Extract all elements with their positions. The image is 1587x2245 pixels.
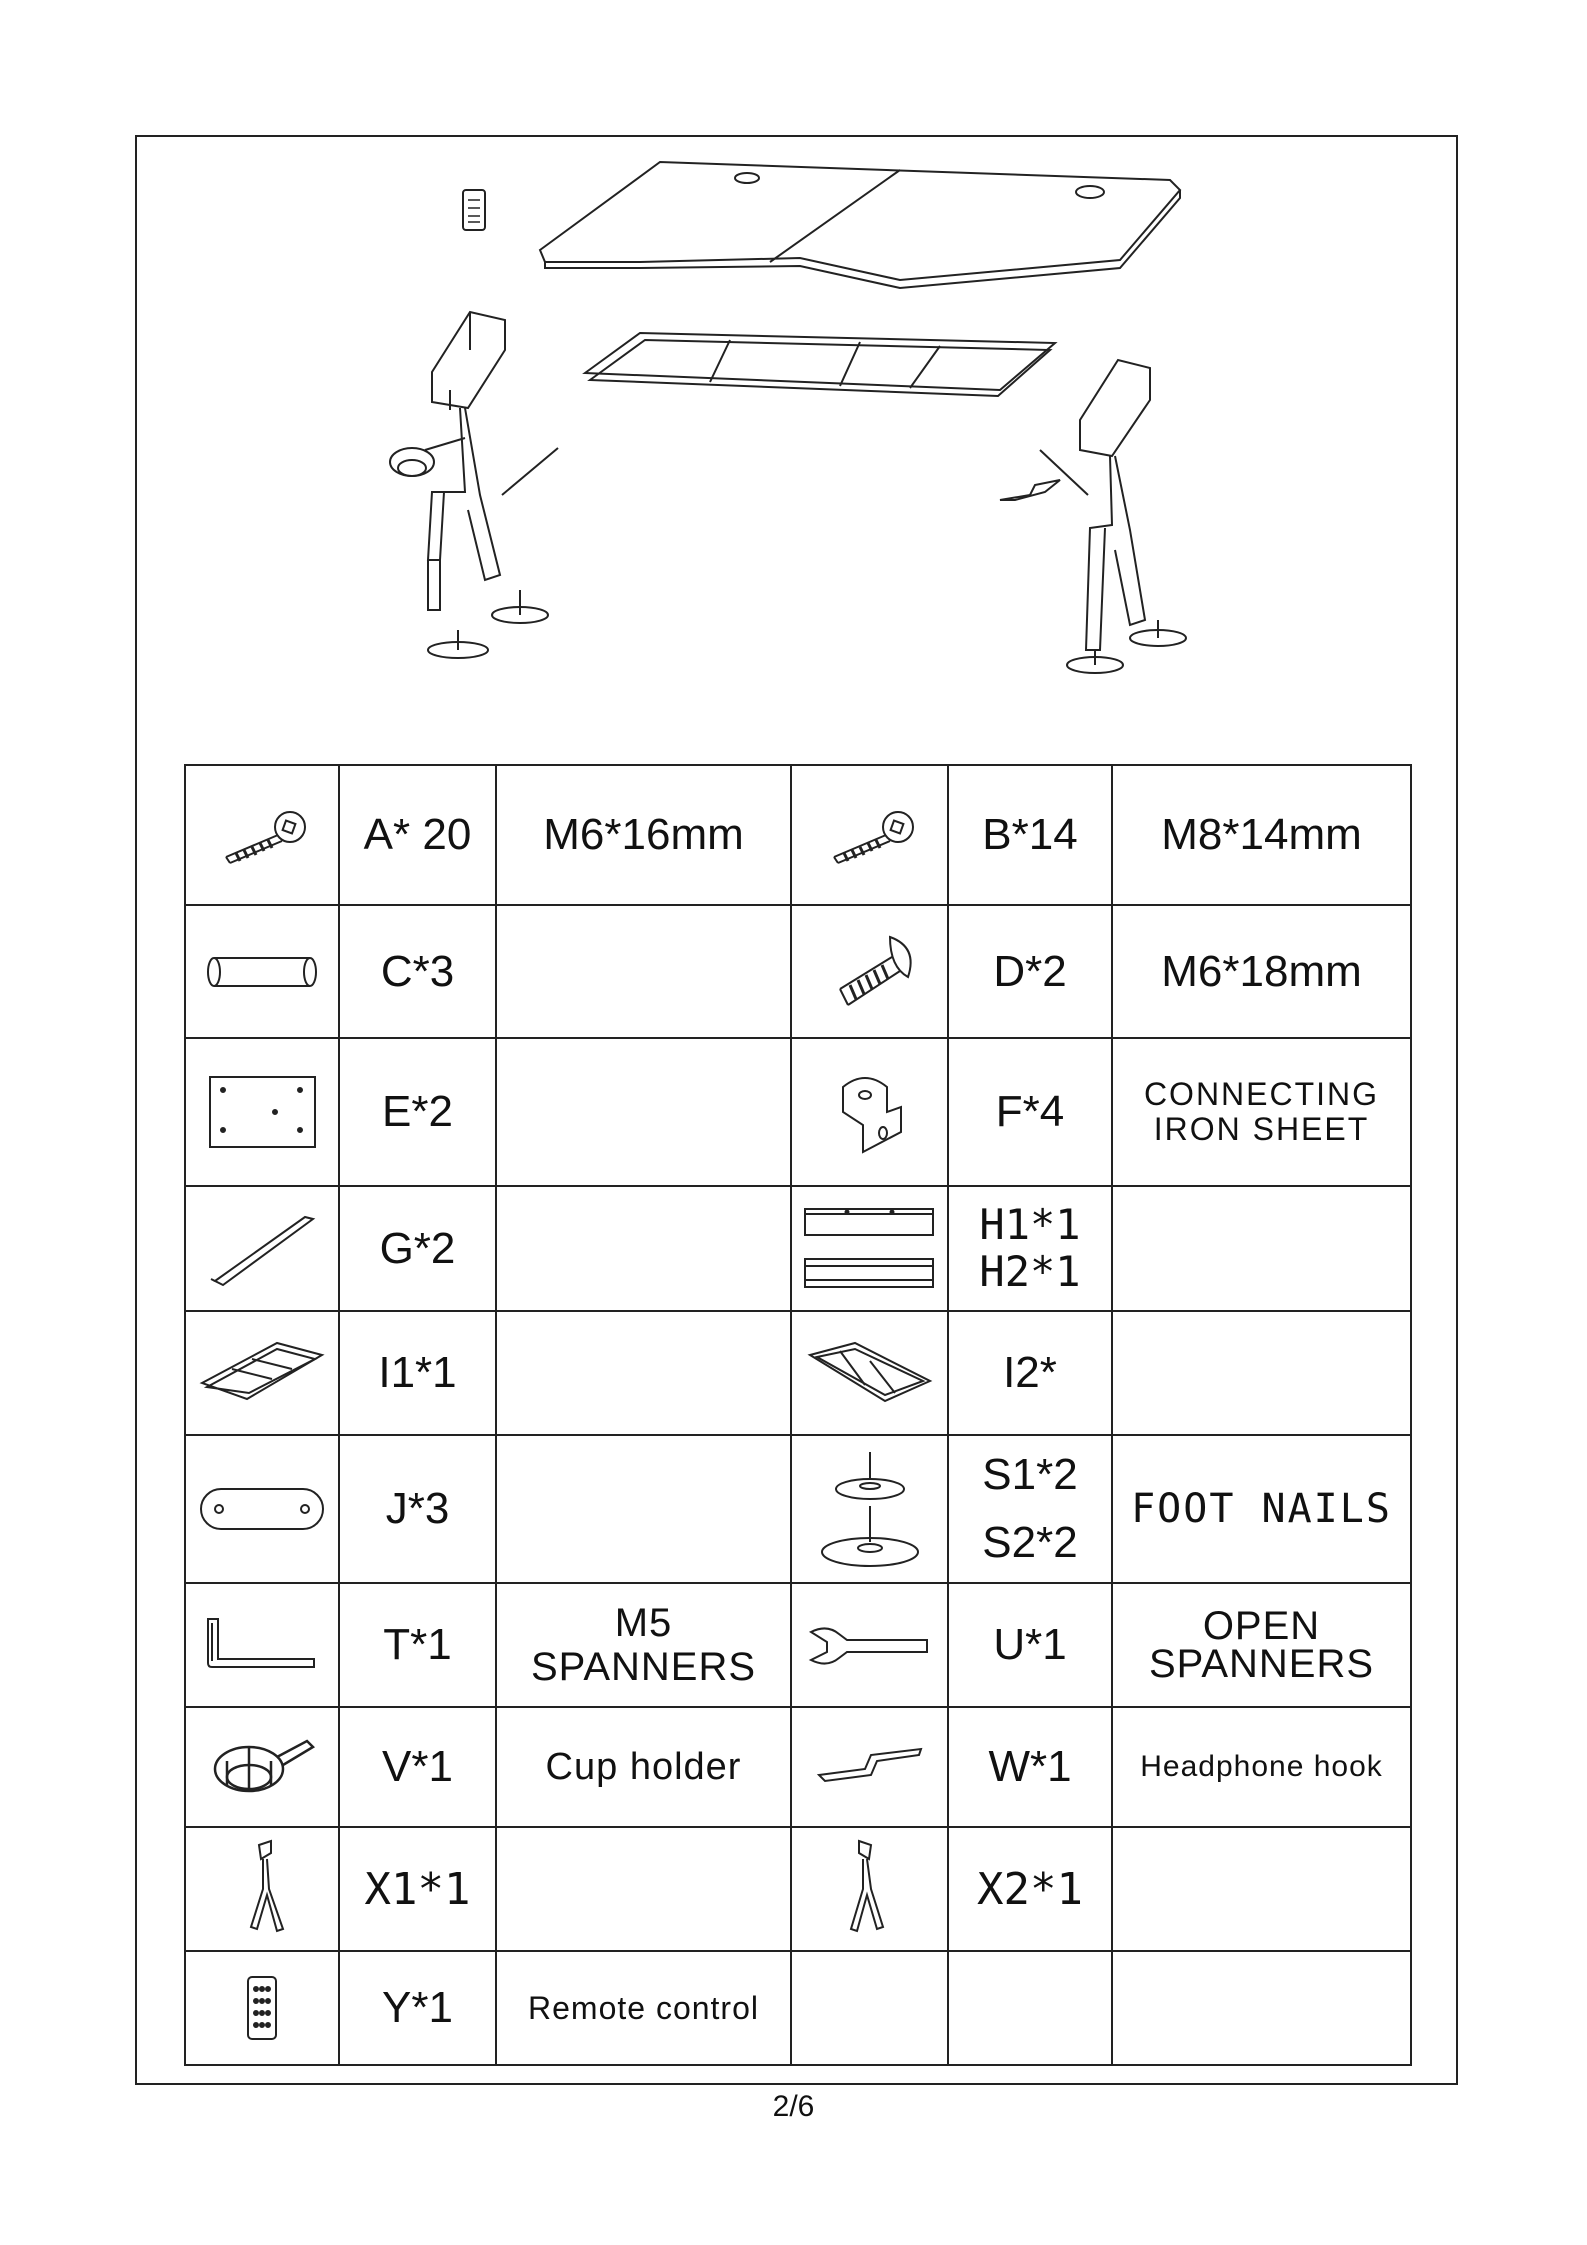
brace-rod-right	[1040, 450, 1088, 495]
part-c-code: C*3	[339, 905, 496, 1038]
part-a-spec: M6*16mm	[496, 765, 791, 905]
part-w-spec: Headphone hook	[1112, 1707, 1411, 1827]
parts-row	[185, 1707, 1411, 1827]
part-d-spec: M6*18mm	[1112, 905, 1411, 1038]
part-t-spec	[496, 1583, 791, 1707]
bolt-icon	[212, 805, 312, 865]
plate-icon	[205, 1072, 320, 1152]
parts-row	[185, 905, 1411, 1038]
parts-row	[185, 1435, 1411, 1583]
part-v-code: V*1	[339, 1707, 496, 1827]
allen-key-icon	[202, 1615, 322, 1675]
part-h-spec	[1112, 1186, 1411, 1311]
part-i2-code: I2*	[948, 1311, 1112, 1435]
part-i1-code: I1*1	[339, 1311, 496, 1435]
right-leg	[1067, 360, 1186, 673]
part-j-spec	[496, 1435, 791, 1583]
part-f-spec-line: IRON SHEET	[1153, 1111, 1370, 1147]
left-leg	[428, 312, 548, 658]
headphone-hook-icon	[815, 1747, 925, 1787]
part-t-code: T*1	[339, 1583, 496, 1707]
empty-cell	[791, 1951, 948, 2065]
part-f-spec-line: CONNECTING	[1143, 1075, 1380, 1112]
part-s-code-line: S1*2	[982, 1449, 1078, 1499]
part-s-code	[948, 1435, 1112, 1583]
parts-list-table	[184, 764, 1412, 2066]
parts-row	[185, 1186, 1411, 1311]
part-d-code: D*2	[948, 905, 1112, 1038]
parts-row	[185, 1311, 1411, 1435]
part-j-code: J*3	[339, 1435, 496, 1583]
parts-row	[185, 765, 1411, 905]
part-f-code: F*4	[948, 1038, 1112, 1186]
part-i2-spec	[1112, 1311, 1411, 1435]
part-x2-code: X2*1	[948, 1827, 1112, 1951]
part-h-code	[948, 1186, 1112, 1311]
part-w-code: W*1	[948, 1707, 1112, 1827]
part-s-image	[791, 1435, 948, 1583]
part-v-image	[185, 1707, 339, 1827]
bracket-icon	[835, 1067, 905, 1157]
part-f-image	[791, 1038, 948, 1186]
cup-holder-icon	[207, 1727, 317, 1807]
part-e-code: E*2	[339, 1038, 496, 1186]
leg-icon	[237, 1839, 287, 1939]
wrench-icon	[807, 1620, 932, 1670]
leg-icon	[845, 1839, 895, 1939]
parts-row	[185, 1038, 1411, 1186]
part-g-spec	[496, 1186, 791, 1311]
empty-cell	[1112, 1951, 1411, 2065]
part-h-code-line: H2*1	[979, 1246, 1081, 1296]
part-x2-image	[791, 1827, 948, 1951]
part-y-code: Y*1	[339, 1951, 496, 2065]
headphone-hook-icon	[1000, 480, 1060, 500]
parts-row	[185, 1583, 1411, 1707]
foot-nail-icon	[815, 1444, 925, 1574]
desktop-panel	[540, 162, 1180, 288]
part-b-code: B*14	[948, 765, 1112, 905]
part-g-code: G*2	[339, 1186, 496, 1311]
part-i1-spec	[496, 1311, 791, 1435]
part-u-spec-line: SPANNERS	[1148, 1642, 1375, 1686]
part-e-image	[185, 1038, 339, 1186]
part-g-image	[185, 1186, 339, 1311]
part-x1-image	[185, 1827, 339, 1951]
part-t-spec-line: M5	[614, 1601, 673, 1645]
part-b-image	[791, 765, 948, 905]
part-y-image	[185, 1951, 339, 2065]
empty-cell	[948, 1951, 1112, 2065]
rod-icon	[202, 952, 322, 992]
part-c-spec	[496, 905, 791, 1038]
part-j-image	[185, 1435, 339, 1583]
frame-icon	[197, 1333, 327, 1413]
page-number: 2/6	[772, 2090, 815, 2123]
part-x1-code: X1*1	[339, 1827, 496, 1951]
remote-control-icon	[242, 1973, 282, 2043]
part-a-image	[185, 765, 339, 905]
part-v-spec: Cup holder	[496, 1707, 791, 1827]
part-y-spec: Remote control	[496, 1951, 791, 2065]
beam-icon	[802, 1204, 937, 1294]
part-t-image	[185, 1583, 339, 1707]
frame-icon	[805, 1333, 935, 1413]
cup-holder-icon	[390, 438, 465, 476]
part-u-code: U*1	[948, 1583, 1112, 1707]
part-a-code: A* 20	[339, 765, 496, 905]
part-u-image	[791, 1583, 948, 1707]
part-b-spec: M8*14mm	[1112, 765, 1411, 905]
part-h-image	[791, 1186, 948, 1311]
part-f-spec	[1112, 1038, 1411, 1186]
part-s-spec: FOOT NAILS	[1112, 1435, 1411, 1583]
part-c-image	[185, 905, 339, 1038]
remote-control-icon	[463, 190, 485, 230]
part-h-code-line: H1*1	[979, 1200, 1081, 1250]
part-t-spec-line: SPANNERS	[530, 1645, 757, 1689]
part-i2-image	[791, 1311, 948, 1435]
washer-plate-icon	[197, 1484, 327, 1534]
brace-rod-icon	[207, 1209, 317, 1289]
part-i1-image	[185, 1311, 339, 1435]
part-x2-spec	[1112, 1827, 1411, 1951]
bolt-icon	[820, 805, 920, 865]
part-x1-spec	[496, 1827, 791, 1951]
part-u-spec-line: OPEN	[1202, 1604, 1321, 1648]
part-w-image	[791, 1707, 948, 1827]
part-e-spec	[496, 1038, 791, 1186]
part-d-image	[791, 905, 948, 1038]
part-u-spec	[1112, 1583, 1411, 1707]
parts-row	[185, 1951, 1411, 2065]
exploded-desk-illustration	[300, 150, 1250, 740]
bolt-icon	[820, 927, 920, 1017]
parts-row	[185, 1827, 1411, 1951]
part-s-code-line: S2*2	[982, 1518, 1078, 1567]
brace-rod-left	[502, 448, 558, 495]
desk-frame	[585, 333, 1055, 396]
